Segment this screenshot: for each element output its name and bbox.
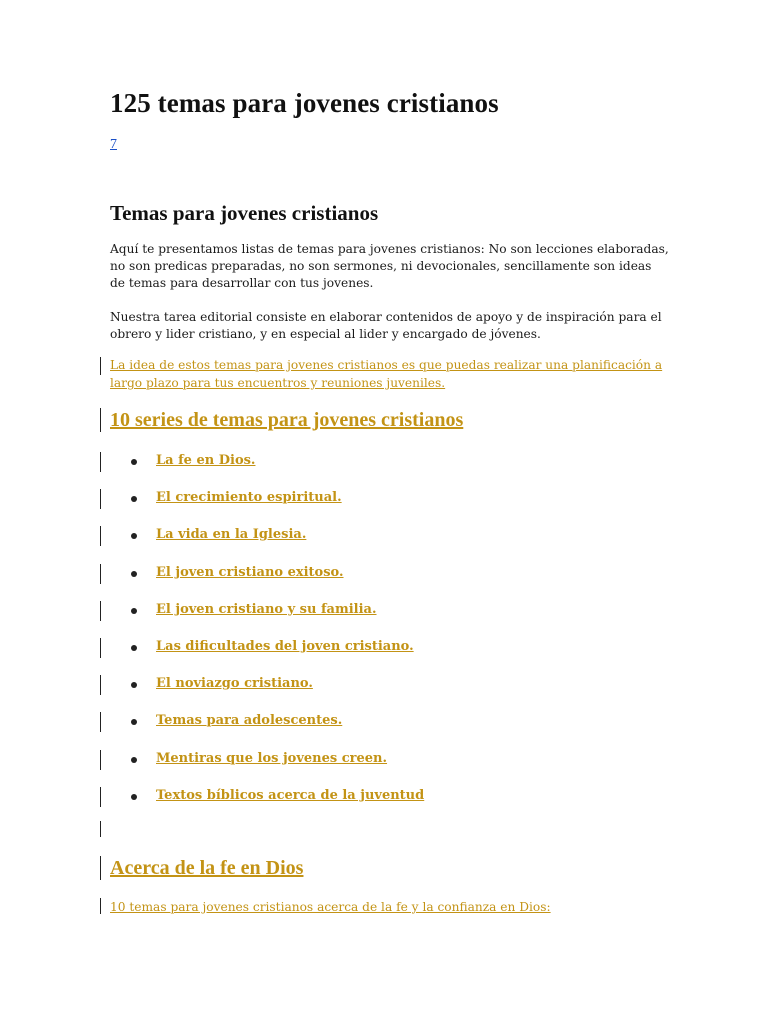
bullet-icon: [131, 645, 137, 651]
text-cursor-marker: [100, 357, 101, 375]
series-item-link[interactable]: La fe en Dios.: [156, 453, 256, 468]
list-item: [0, 713, 700, 733]
page-title: 125 temas para jovenes cristianos: [110, 88, 499, 118]
bullet-icon: [131, 794, 137, 800]
text-cursor-marker: [100, 856, 101, 880]
intro-paragraph-1: Aquí te presentamos listas de temas para jovenes cristianos: No son lecciones elaboradas, no son predicas preparadas, no son sermones, ni devocionales, sencillamente son ideas de temas para desarrollar con tus jovenes.: [110, 242, 669, 290]
text-cursor-marker: [100, 898, 101, 914]
series-item-link[interactable]: El joven cristiano exitoso.: [156, 565, 344, 580]
list-item: [0, 453, 700, 473]
list-item: [0, 639, 700, 659]
text-cursor-marker: [100, 821, 101, 837]
series-item-link[interactable]: El joven cristiano y su familia.: [156, 602, 377, 617]
bullet-icon: [131, 533, 137, 539]
bullet-icon: [131, 719, 137, 725]
series-item-link[interactable]: Mentiras que los jovenes creen.: [156, 751, 388, 766]
text-cursor-marker: [100, 675, 101, 695]
bullet-icon: [131, 608, 137, 614]
series-item-link[interactable]: Las dificultades del joven cristiano.: [156, 639, 414, 654]
text-cursor-marker: [100, 601, 101, 621]
faith-subtitle-link[interactable]: 10 temas para jovenes cristianos acerca de la fe y la confianza en Dios:: [110, 900, 551, 914]
list-item: [0, 527, 700, 547]
text-cursor-marker: [100, 638, 101, 658]
bullet-icon: [131, 757, 137, 763]
text-cursor-marker: [100, 526, 101, 546]
series-item-link[interactable]: El noviazgo cristiano.: [156, 676, 313, 691]
list-item: [0, 490, 700, 510]
list-item: [0, 751, 700, 771]
text-cursor-marker: [100, 452, 101, 472]
text-cursor-marker: [100, 408, 101, 432]
list-item: [0, 788, 700, 808]
list-item: [0, 602, 700, 622]
series-heading-link[interactable]: 10 series de temas para jovenes cristianos: [110, 409, 464, 431]
text-cursor-marker: [100, 787, 101, 807]
series-item-link[interactable]: Temas para adolescentes.: [156, 713, 343, 728]
bullet-icon: [131, 459, 137, 465]
quote-link[interactable]: La idea de estos temas para jovenes cristianos es que puedas realizar una planificación a largo plazo para tus encuentros y reuniones juveniles.: [110, 358, 663, 390]
faith-heading-link[interactable]: Acerca de la fe en Dios: [110, 857, 304, 879]
series-item-link[interactable]: El crecimiento espiritual.: [156, 490, 342, 505]
section-heading: Temas para jovenes cristianos: [110, 201, 379, 225]
series-item-link[interactable]: Textos bíblicos acerca de la juventud: [156, 788, 425, 803]
intro-paragraph-2: Nuestra tarea editorial consiste en elaborar contenidos de apoyo y de inspiración para el obrero y lider cristiano, y en especial al lider y encargado de jóvenes.: [110, 310, 662, 341]
bullet-icon: [131, 571, 137, 577]
bullet-icon: [131, 682, 137, 688]
text-cursor-marker: [100, 489, 101, 509]
series-item-link[interactable]: La vida en la Iglesia.: [156, 527, 307, 542]
text-cursor-marker: [100, 564, 101, 584]
text-cursor-marker: [100, 712, 101, 732]
comments-count-link[interactable]: 7: [110, 137, 117, 152]
bullet-icon: [131, 496, 137, 502]
list-item: [0, 676, 700, 696]
list-item: [0, 565, 700, 585]
text-cursor-marker: [100, 750, 101, 770]
